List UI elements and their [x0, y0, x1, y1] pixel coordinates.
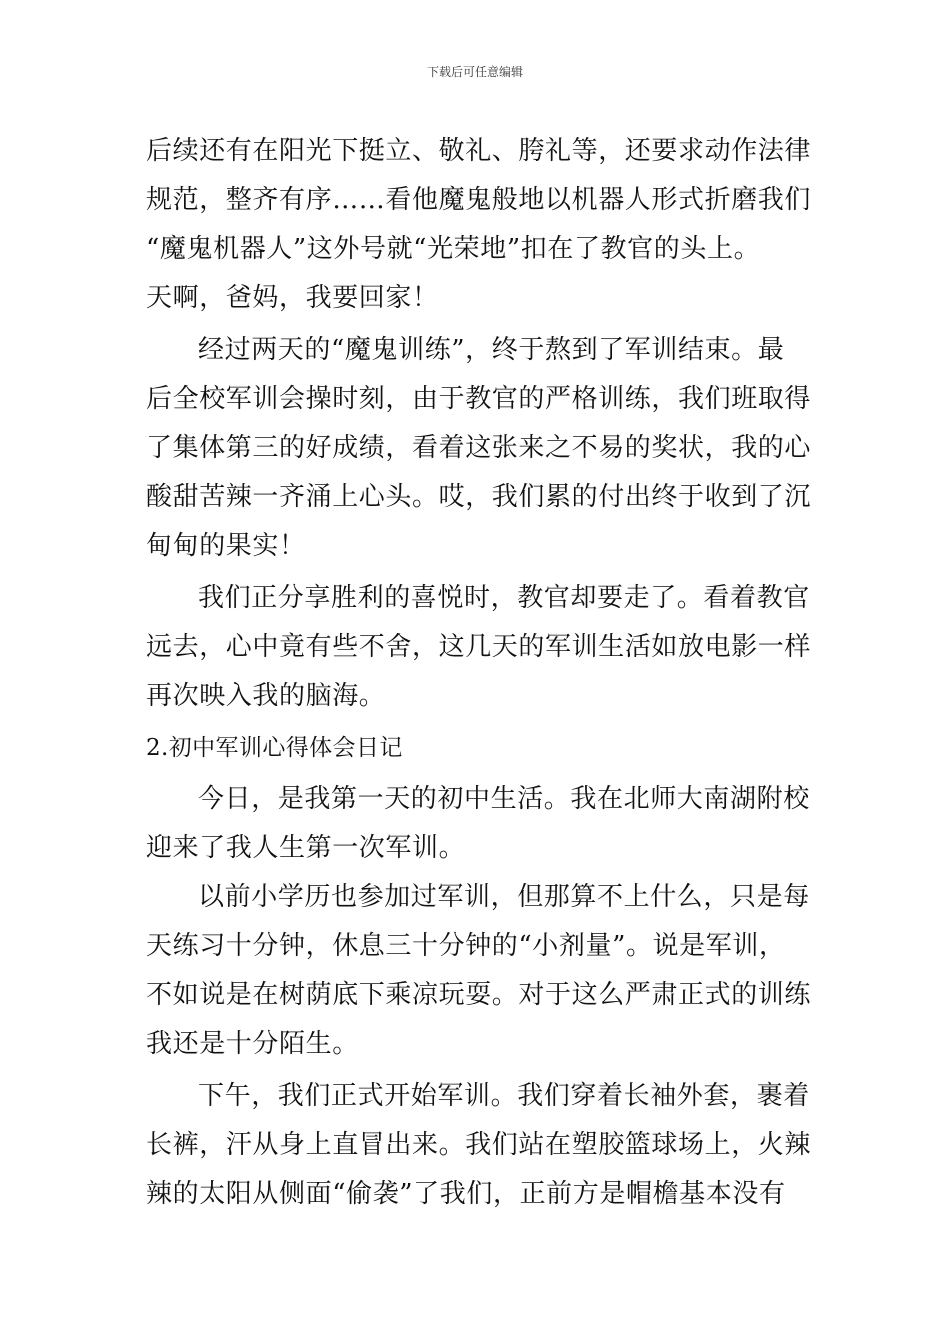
- text-line: 再次映入我的脑海。: [146, 681, 386, 711]
- text-line: 不如说是在树荫底下乘凉玩耍。对于这么严肃正式的训练: [146, 980, 812, 1010]
- paragraph-first-line: 我们正分享胜利的喜悦时，教官却要走了。看着教官: [198, 583, 810, 613]
- text-line: 后全校军训会操时刻，由于教官的严格训练，我们班取得: [146, 384, 812, 414]
- text-line: 酸甜苦辣一齐涌上心头。哎，我们累的付出终于收到了沉: [146, 482, 812, 512]
- paragraph-first-line: 下午，我们正式开始军训。我们穿着长袖外套，裹着: [198, 1081, 810, 1111]
- text-line: 辣的太阳从侧面“偷袭”了我们，正前方是帽檐基本没有: [146, 1179, 786, 1209]
- text-line: 远去，心中竟有些不舍，这几天的军训生活如放电影一样: [146, 632, 812, 662]
- text-line: 规范，整齐有序……看他魔鬼般地以机器人形式折磨我们: [146, 185, 812, 215]
- paragraph-first-line: 以前小学历也参加过军训，但那算不上什么，只是每: [198, 882, 810, 912]
- text-line: 天练习十分钟，休息三十分钟的“小剂量”。说是军训，: [146, 931, 786, 961]
- text-line: 迎来了我人生第一次军训。: [146, 833, 466, 863]
- text-line: 长裤，汗从身上直冒出来。我们站在塑胶篮球场上，火辣: [146, 1130, 812, 1160]
- text-line: 我还是十分陌生。: [146, 1029, 359, 1059]
- text-line: 天啊，爸妈，我要回家！: [146, 283, 439, 313]
- paragraph-first-line: 经过两天的“魔鬼训练”，终于熬到了军训结束。最: [198, 335, 785, 365]
- page-header-note: 下载后可任意编辑: [426, 65, 523, 79]
- text-line: 后续还有在阳光下挺立、敬礼、胯礼等，还要求动作法律: [146, 136, 812, 166]
- text-line: “魔鬼机器人”这外号就“光荣地”扣在了教官的头上。: [146, 234, 761, 264]
- paragraph-first-line: 今日，是我第一天的初中生活。我在北师大南湖附校: [198, 784, 810, 814]
- text-line: 甸甸的果实！: [146, 531, 306, 561]
- text-line: 了集体第三的好成绩，看着这张来之不易的奖状，我的心: [146, 433, 812, 463]
- section-heading: 2.初中军训心得体会日记: [146, 735, 403, 761]
